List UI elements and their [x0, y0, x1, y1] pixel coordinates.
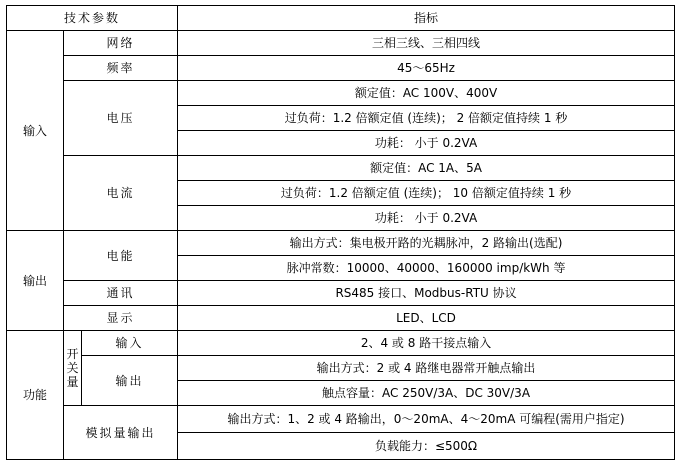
table-row — [7, 281, 675, 306]
table-row — [7, 306, 675, 331]
table-row — [7, 356, 675, 381]
comm-label: 通讯 — [64, 281, 178, 306]
network-value: 三相三线、三相四线 — [178, 31, 675, 56]
switch-out-capacity: 触点容量：AC 250V/3A、DC 30V/3A — [178, 381, 675, 406]
header-index: 指标 — [178, 6, 675, 31]
switch-label-char: 关 — [66, 361, 79, 375]
table-row — [7, 56, 675, 81]
analog-mode: 输出方式：1、2 或 4 路输出，0～20mA、4～20mA 可编程(需用户指定) — [178, 406, 675, 433]
analog-label: 模拟量输出 — [64, 406, 178, 460]
table-row — [7, 31, 675, 56]
energy-label: 电能 — [64, 231, 178, 281]
table-row — [7, 231, 675, 256]
comm-value: RS485 接口、Modbus-RTU 协议 — [178, 281, 675, 306]
current-overload: 过负荷：1.2 倍额定值 (连续)； 10 倍额定值持续 1 秒 — [178, 181, 675, 206]
current-rated: 额定值：AC 1A、5A — [178, 156, 675, 181]
header-row — [7, 6, 675, 31]
current-power: 功耗： 小于 0.2VA — [178, 206, 675, 231]
display-value: LED、LCD — [178, 306, 675, 331]
network-label: 网络 — [64, 31, 178, 56]
switch-out-mode: 输出方式：2 或 4 路继电器常开触点输出 — [178, 356, 675, 381]
spec-table — [6, 5, 675, 460]
display-label: 显示 — [64, 306, 178, 331]
voltage-rated: 额定值：AC 100V、400V — [178, 81, 675, 106]
switch-label-char: 量 — [66, 375, 79, 389]
analog-load: 负载能力：≤500Ω — [178, 433, 675, 460]
table-row — [7, 81, 675, 106]
freq-value: 45～65Hz — [178, 56, 675, 81]
voltage-label: 电压 — [64, 81, 178, 156]
switch-label — [64, 331, 82, 406]
input-group-label: 输入 — [7, 31, 64, 231]
energy-mode: 输出方式：集电极开路的光耦脉冲，2 路输出(选配) — [178, 231, 675, 256]
voltage-power: 功耗： 小于 0.2VA — [178, 131, 675, 156]
voltage-overload: 过负荷：1.2 倍额定值 (连续)； 2 倍额定值持续 1 秒 — [178, 106, 675, 131]
header-param: 技术参数 — [7, 6, 178, 31]
switch-in-value: 2、4 或 8 路干接点输入 — [178, 331, 675, 356]
switch-label-char: 开 — [66, 347, 79, 361]
table-row — [7, 406, 675, 433]
energy-pulse: 脉冲常数：10000、40000、160000 imp/kWh 等 — [178, 256, 675, 281]
current-label: 电流 — [64, 156, 178, 231]
function-group-label: 功能 — [7, 331, 64, 460]
switch-out-label: 输出 — [82, 356, 178, 406]
switch-in-label: 输入 — [82, 331, 178, 356]
spec-table-wrapper — [6, 5, 675, 460]
output-group-label: 输出 — [7, 231, 64, 331]
table-row — [7, 156, 675, 181]
table-row — [7, 331, 675, 356]
freq-label: 频率 — [64, 56, 178, 81]
